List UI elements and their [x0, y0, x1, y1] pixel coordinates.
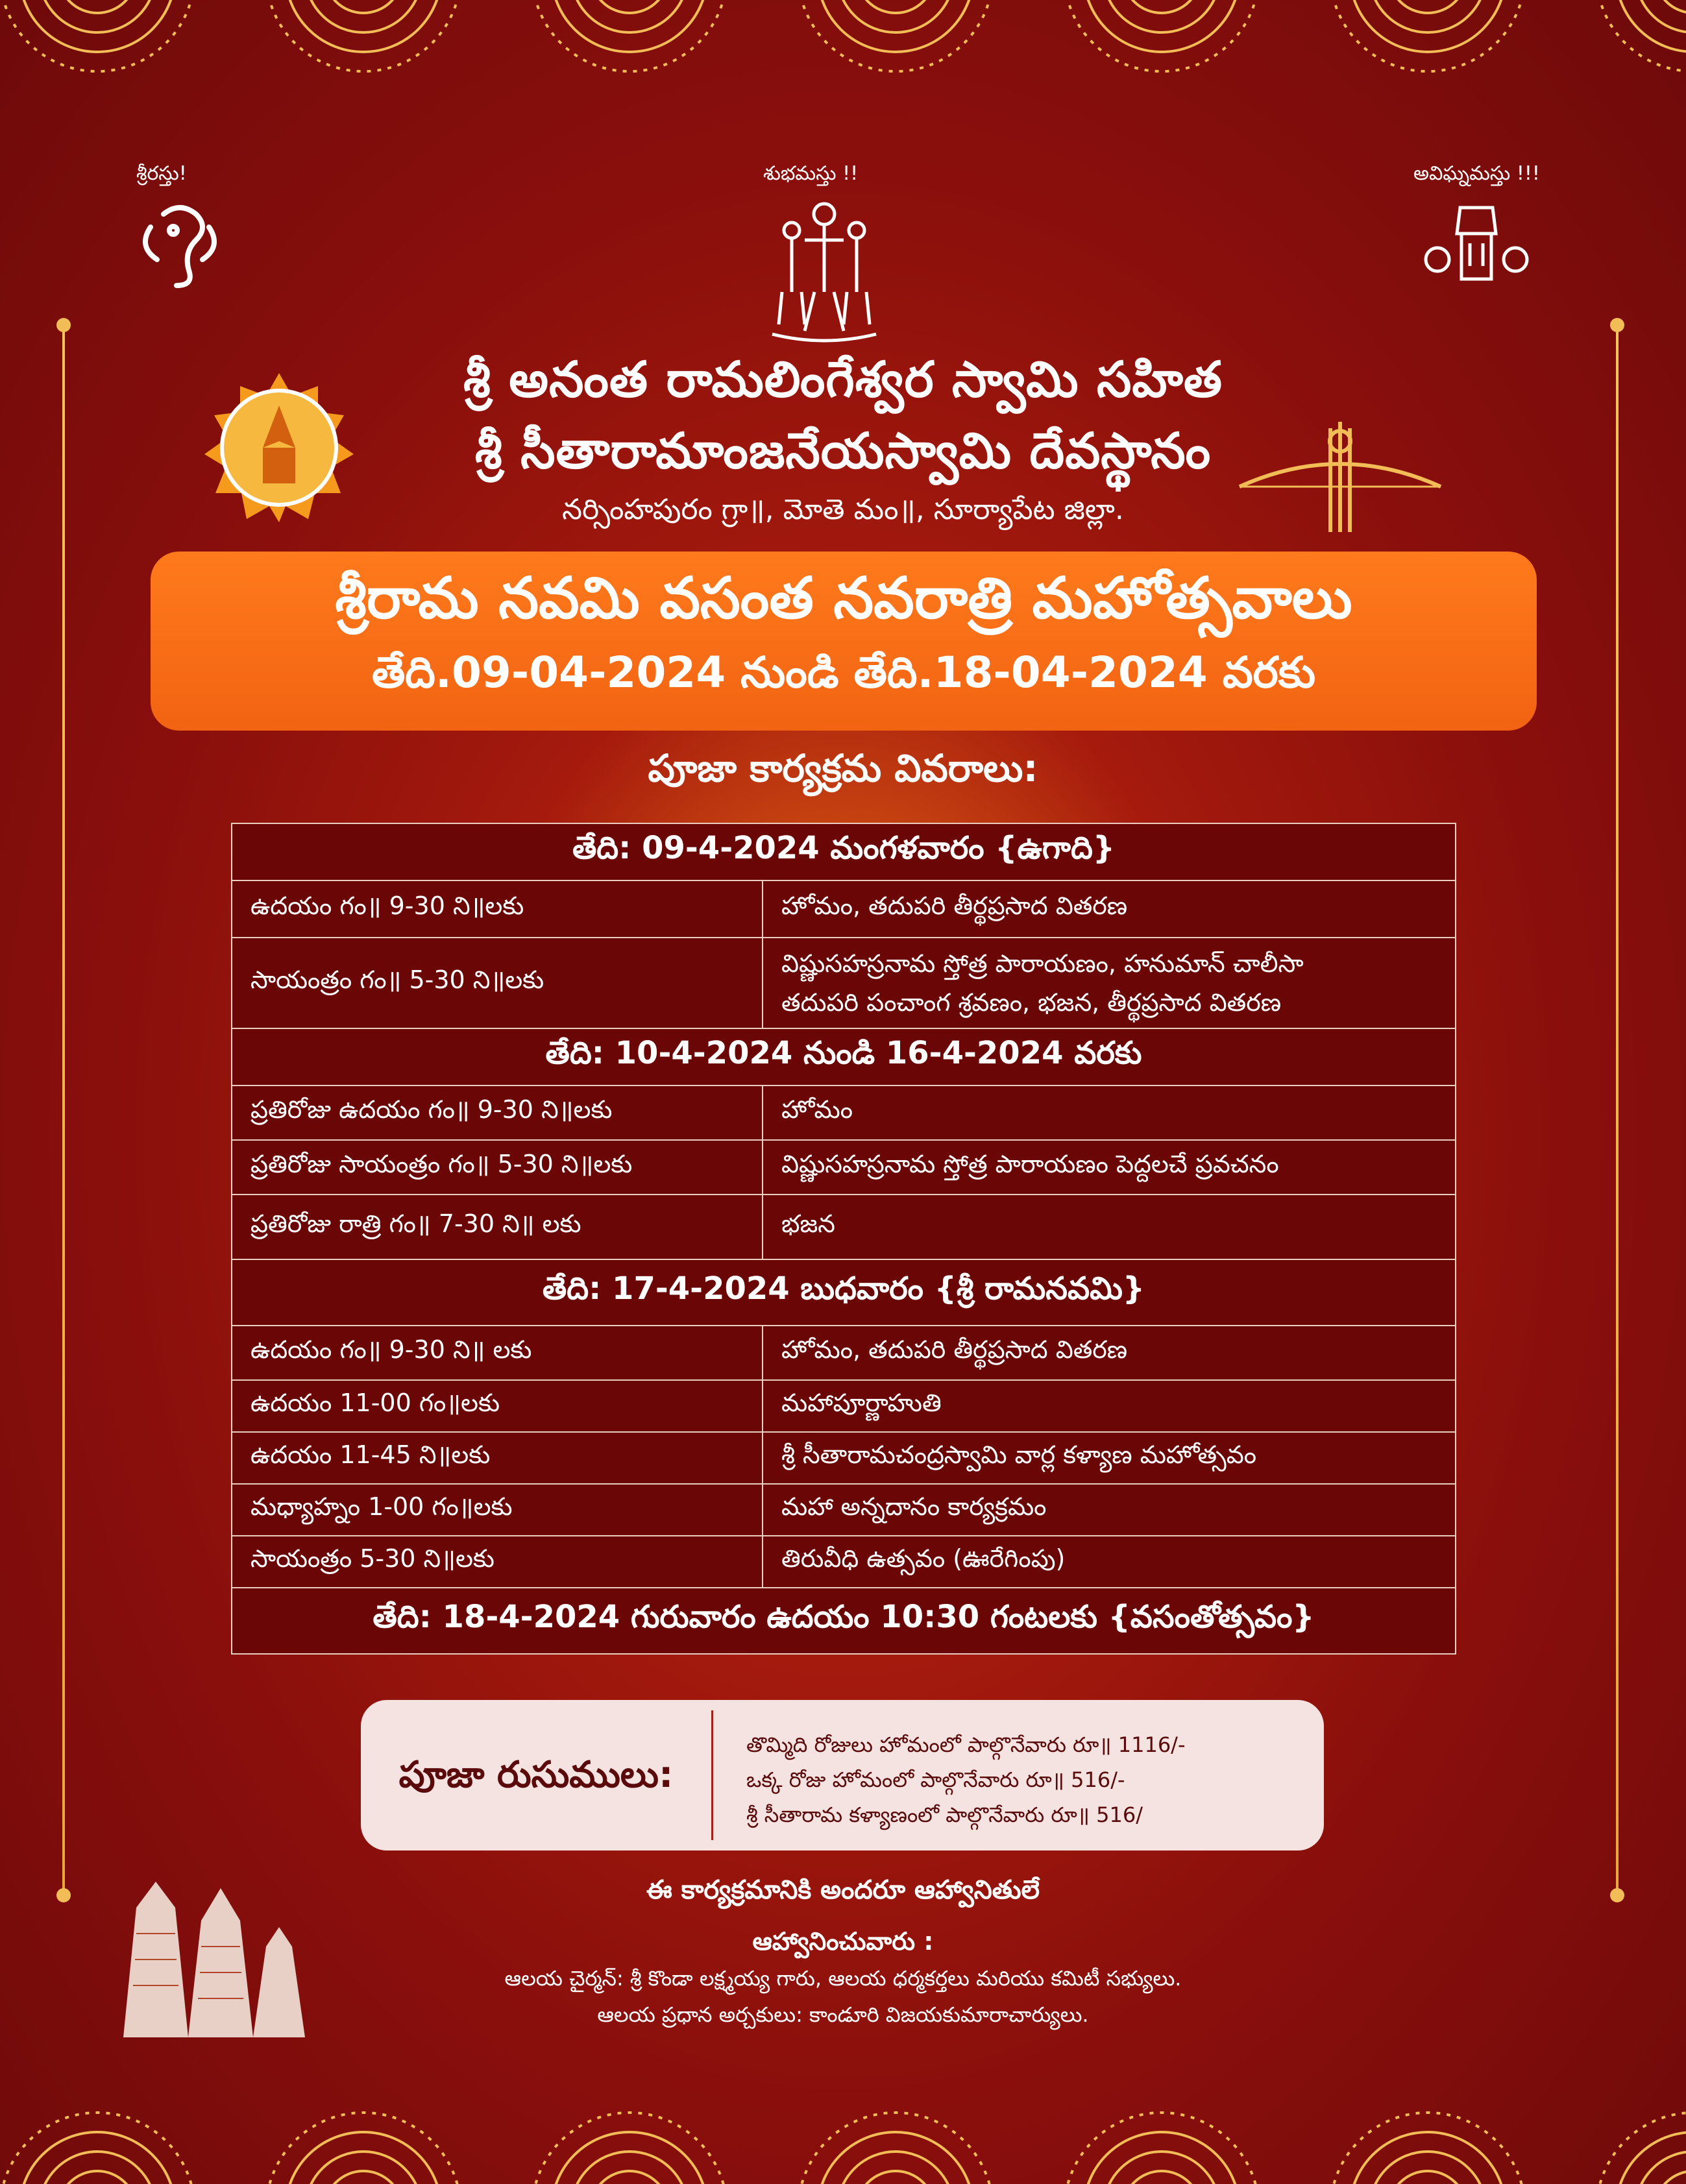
table-row	[232, 938, 1456, 1028]
left-border-line	[62, 324, 65, 1895]
left-border-dot-top	[56, 318, 71, 332]
row-event: మహాపూర్ణాహుతి	[763, 1380, 1456, 1432]
festival-banner	[151, 552, 1537, 731]
row-event: మహా అన్నదానం కార్యక్రమం	[763, 1484, 1456, 1536]
tirupati-icon	[1421, 195, 1532, 295]
table-row	[232, 1195, 1456, 1259]
section-title: తేది: 09-4-2024 మంగళవారం {ఉగాది}	[232, 823, 1456, 880]
row-event-line2: తదుపరి పంచాంగ శ్రవణం, భజన, తీర్థప్రసాద వితరణ	[781, 988, 1282, 1017]
table-row	[232, 1380, 1456, 1432]
row-time: ఉదయం 11-45 ని॥లకు	[232, 1432, 763, 1484]
right-border-dot-top	[1610, 318, 1624, 332]
row-event-line1: విష్ణుసహస్రనామ స్తోత్ర పారాయణం, హనుమాన్ చాలీసా	[781, 949, 1304, 978]
table-row	[232, 880, 1456, 938]
row-time: ఉదయం 11-00 గం॥లకు	[232, 1380, 763, 1432]
ganesha-icon	[138, 201, 222, 295]
fees-divider	[711, 1710, 713, 1840]
rama-family-icon	[759, 195, 889, 346]
schedule-heading: పూజా కార్యక్రమ వివరాలు:	[648, 746, 1038, 790]
schedule-section-header	[232, 1028, 1456, 1086]
blessing-left: శ్రీరస్తు!	[136, 162, 187, 185]
festival-title: శ్రీరామ నవమి వసంత నవరాత్రి మహోత్సవాలు	[335, 564, 1352, 631]
blessing-center: శుభమస్తు !!	[763, 162, 859, 185]
schedule-section-header	[232, 1588, 1456, 1654]
temple-title-line1: శ్రీ అనంత రామలింగేశ్వర స్వామి సహిత	[463, 350, 1223, 408]
row-event	[763, 938, 1456, 1028]
table-row	[232, 1432, 1456, 1484]
table-row	[232, 1484, 1456, 1536]
footer-chairman: ఆలయ చైర్మన్: శ్రీ కొండా లక్ష్మయ్య గారు, ఆలయ ధర్మకర్తలు మరియు కమిటీ సభ్యులు.	[504, 1966, 1182, 1991]
row-time: సాయంత్రం 5-30 ని॥లకు	[232, 1536, 763, 1588]
table-row	[232, 1536, 1456, 1588]
row-time: ప్రతిరోజు సాయంత్రం గం॥ 5-30 ని॥లకు	[232, 1140, 763, 1195]
row-event: తిరువీధి ఉత్సవం (ఊరేగింపు)	[763, 1536, 1456, 1588]
section-title: తేది: 18-4-2024 గురువారం ఉదయం 10:30 గంటలకు {వసంతోత్సవం}	[232, 1588, 1456, 1654]
fees-box	[361, 1700, 1324, 1850]
row-time: ప్రతిరోజు రాత్రి గం॥ 7-30 ని॥ లకు	[232, 1195, 763, 1259]
temple-address: నర్సింహపురం గ్రా॥, మోతె మం॥, సూర్యాపేట జిల్లా.	[562, 493, 1124, 526]
fee-line-3: శ్రీ సీతారామ కళ్యాణంలో పాల్గొనేవారు రూ॥ 516/	[746, 1802, 1143, 1827]
row-event: హోమం	[763, 1086, 1456, 1140]
fee-line-1: తొమ్మిది రోజులు హోమంలో పాల్గొనేవారు రూ॥ 1116/-	[746, 1732, 1186, 1757]
schedule-table	[231, 823, 1456, 1655]
schedule-section-header	[232, 823, 1456, 880]
blessing-right: అవిఘ్నమస్తు !!!	[1413, 162, 1540, 185]
footer-inviters: ఆహ్వానించువారు :	[752, 1927, 934, 1956]
footer-invite: ఈ కార్యక్రమానికి అందరూ ఆహ్వానితులే	[646, 1875, 1040, 1905]
row-time: ఉదయం గం॥ 9-30 ని॥ లకు	[232, 1326, 763, 1380]
table-row	[232, 1326, 1456, 1380]
right-border-line	[1616, 324, 1619, 1895]
fees-label: పూజా రుసుములు:	[398, 1754, 674, 1796]
bottom-ornament-border	[0, 2041, 1686, 2184]
row-event: విష్ణుసహస్రనామ స్తోత్ర పారాయణం పెద్దలచే ప్రవచనం	[763, 1140, 1456, 1195]
row-time: సాయంత్రం గం॥ 5-30 ని॥లకు	[232, 938, 763, 1028]
top-ornament-border	[0, 0, 1686, 143]
row-time: ప్రతిరోజు ఉదయం గం॥ 9-30 ని॥లకు	[232, 1086, 763, 1140]
table-row	[232, 1086, 1456, 1140]
row-event: హోమం, తదుపరి తీర్థప్రసాద వితరణ	[763, 1326, 1456, 1380]
table-row	[232, 1140, 1456, 1195]
section-title: తేది: 10-4-2024 నుండి 16-4-2024 వరకు	[232, 1028, 1456, 1086]
temple-title-line2: శ్రీ సీతారామాంజనేయస్వామి దేవస్థానం	[474, 422, 1212, 479]
section-title: తేది: 17-4-2024 బుధవారం {శ్రీ రామనవమి}	[232, 1259, 1456, 1326]
row-event: హోమం, తదుపరి తీర్థప్రసాద వితరణ	[763, 880, 1456, 938]
footer-priest: ఆలయ ప్రధాన అర్చకులు: కాండూరి విజయకుమారాచార్యులు.	[597, 2002, 1089, 2027]
row-time: మధ్యాహ్నం 1-00 గం॥లకు	[232, 1484, 763, 1536]
fees-lines	[746, 1727, 1186, 1832]
fee-line-2: ఒక్క రోజు హోమంలో పాల్గొనేవారు రూ॥ 516/-	[746, 1767, 1125, 1792]
row-event: భజన	[763, 1195, 1456, 1259]
row-time: ఉదయం గం॥ 9-30 ని॥లకు	[232, 880, 763, 938]
row-event: శ్రీ సీతారామచంద్రస్వామి వార్ల కళ్యాణ మహోత్సవం	[763, 1432, 1456, 1484]
schedule-section-header	[232, 1259, 1456, 1326]
festival-dates: తేది.09-04-2024 నుండి తేది.18-04-2024 వరకు	[371, 648, 1316, 698]
